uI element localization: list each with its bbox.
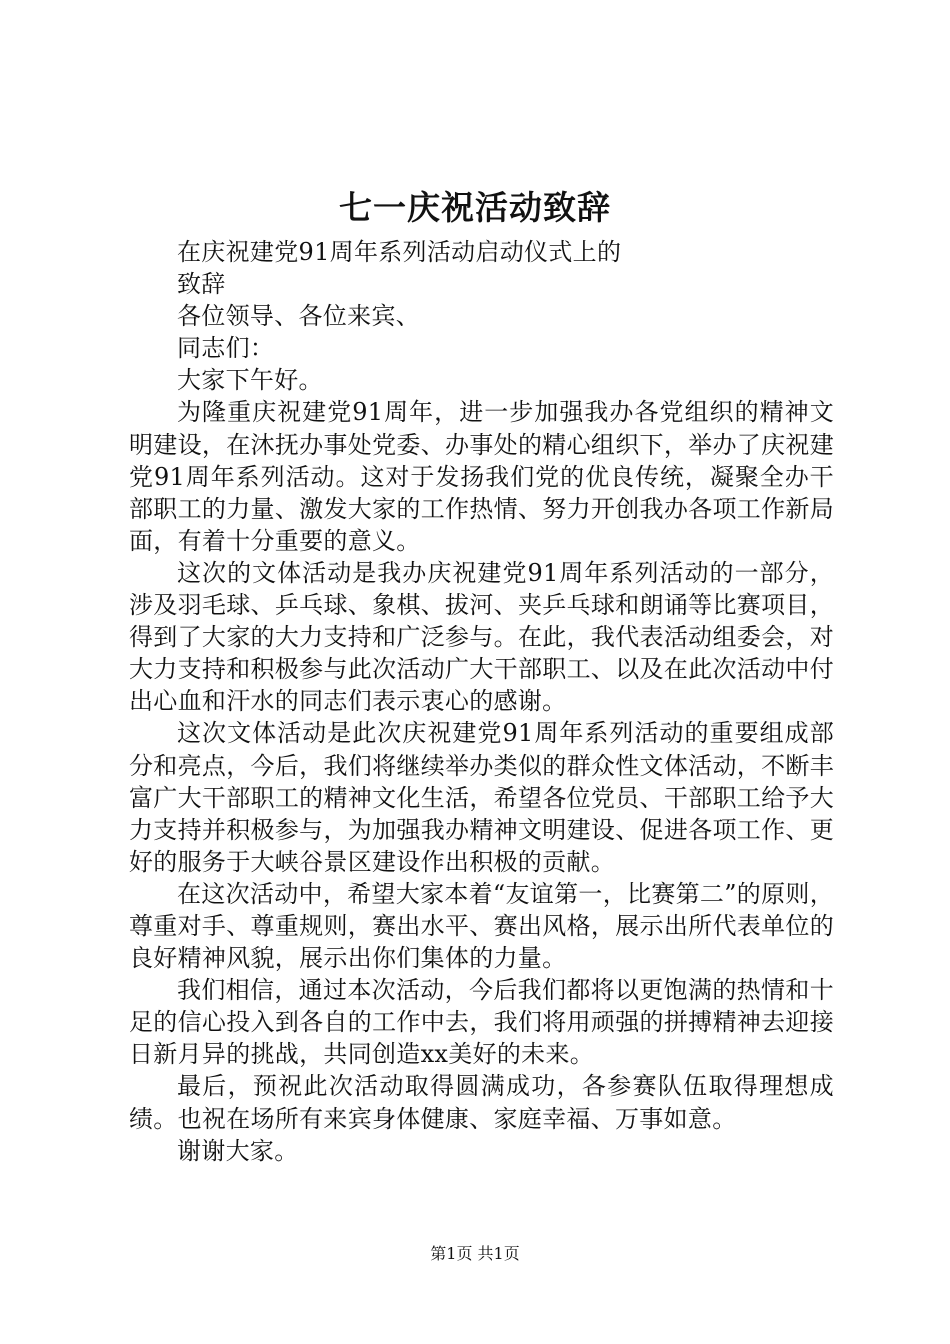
body-paragraph: 这次文体活动是此次庆祝建党91周年系列活动的重要组成部分和亮点，今后，我们将继续举办类似的群众性文体活动，不断丰富广大干部职工的精神文化生活，希望各位党员、干部职工给予大力支持并积极参与，为加强我办精神文明建设、促进各项工作、更好的服务于大峡谷景区建设作出积极的贡献。 [129,719,834,876]
body-paragraph: 在这次活动中，希望大家本着“友谊第一，比赛第二”的原则，尊重对手、尊重规则，赛出水平、赛出风格，展示出所代表单位的良好精神风貌，展示出你们集体的力量。 [129,879,834,973]
document-body [129,236,834,1167]
salutation-line: 同志们： [177,334,275,363]
heading-line: 致辞 [177,270,226,299]
body-paragraph: 为隆重庆祝建党91周年，进一步加强我办各党组织的精神文明建设，在沐抚办事处党委、办事处的精心组织下，举办了庆祝建党91周年系列活动。这对于发扬我们党的优良传统，凝聚全办干部职工的力量、激发大家的工作热情、努力开创我办各项工作新局面，有着十分重要的意义。 [129,398,834,555]
page-footer: 第1页 共1页 [430,1244,520,1263]
salutation-line: 各位领导、各位来宾、 [177,302,420,331]
closing-line: 谢谢大家。 [177,1136,299,1165]
body-paragraph: 我们相信，通过本次活动，今后我们都将以更饱满的热情和十足的信心投入到各自的工作中去，我们将用顽强的拼搏精神去迎接日新月异的挑战，共同创造xx美好的未来。 [129,976,834,1069]
heading-line: 在庆祝建党91周年系列活动启动仪式上的 [177,238,622,266]
body-paragraph: 这次的文体活动是我办庆祝建党91周年系列活动的一部分，涉及羽毛球、乒乓球、象棋、拔河、夹乒乓球和朗诵等比赛项目，得到了大家的大力支持和广泛参与。在此，我代表活动组委会，对大力支持和积极参与此次活动广大干部职工、以及在此次活动中付出心血和汗水的同志们表示衷心的感谢。 [129,558,834,716]
document-title: 七一庆祝活动致辞 [339,188,611,227]
greeting-line: 大家下午好。 [177,366,323,395]
body-paragraph: 最后，预祝此次活动取得圆满成功，各参赛队伍取得理想成绩。也祝在场所有来宾身体健康、家庭幸福、万事如意。 [129,1072,834,1133]
